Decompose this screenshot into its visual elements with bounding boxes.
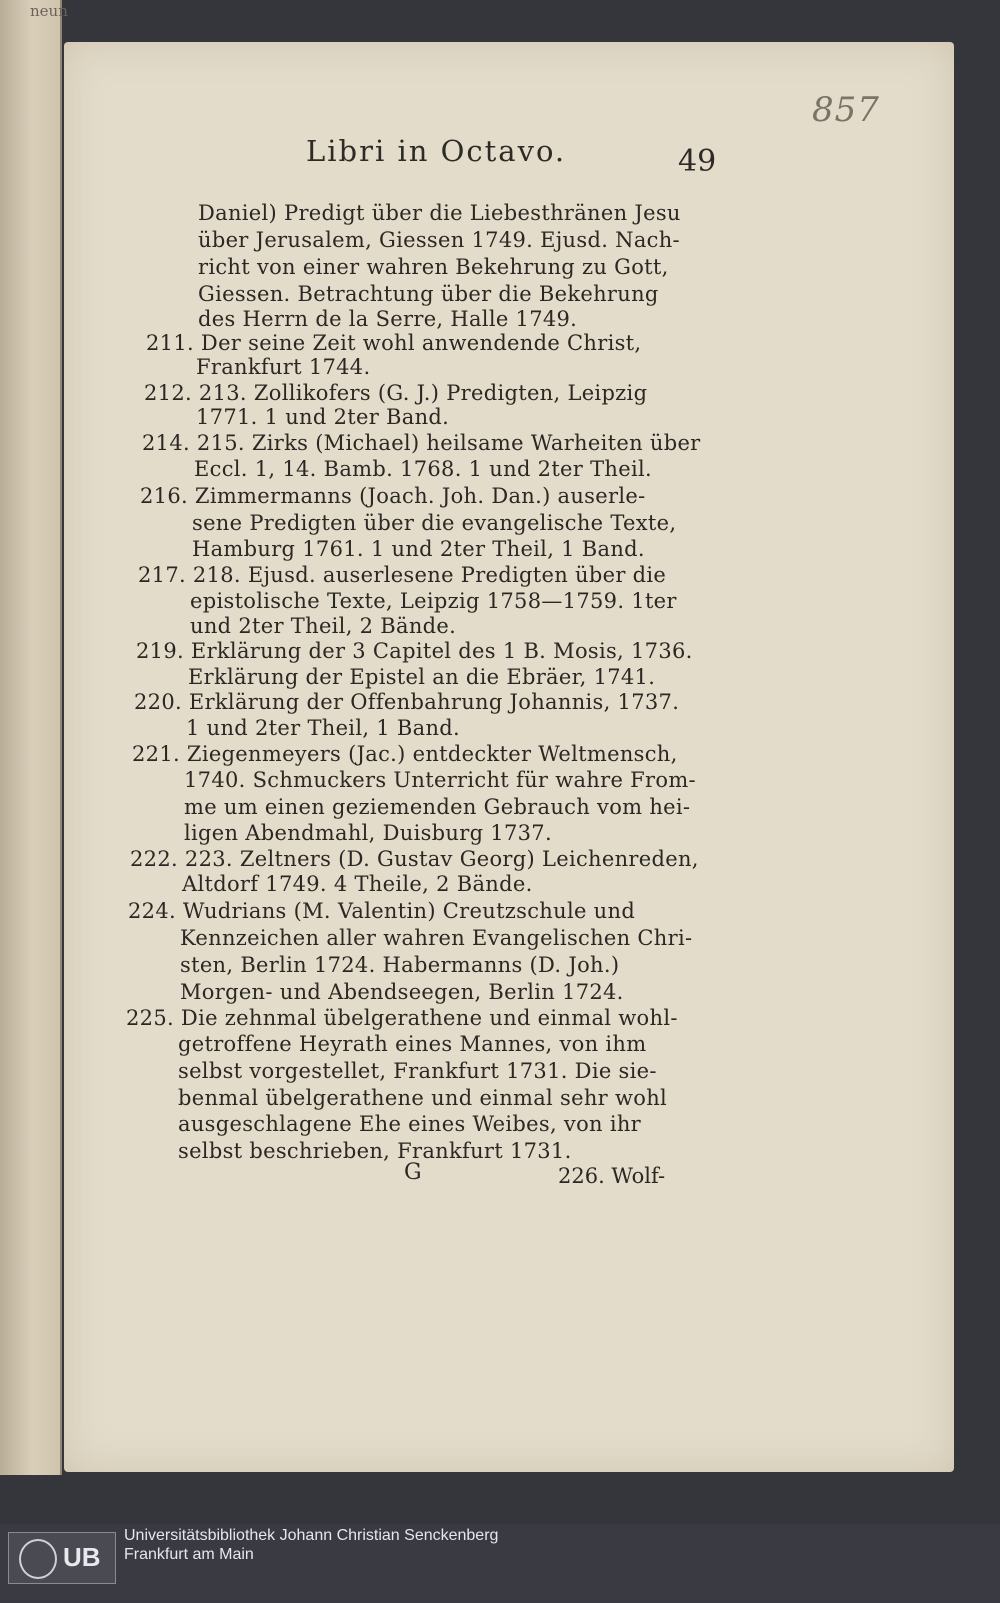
entry-line: ligen Abendmahl, Duisburg 1737. <box>184 821 552 845</box>
entry-line: Frankfurt 1744. <box>196 355 371 379</box>
entry-line: 221. Ziegenmeyers (Jac.) entdeckter Weltmensch, <box>132 742 678 766</box>
entry-line: sene Predigten über die evangelische Texte, <box>192 511 677 535</box>
entry-line: 212. 213. Zollikofers (G. J.) Predigten, Leipzig <box>144 381 648 405</box>
entry-line: Eccl. 1, 14. Bamb. 1768. 1 und 2ter Theil. <box>194 457 652 481</box>
entry-line: 222. 223. Zeltners (D. Gustav Georg) Leichenreden, <box>130 847 699 871</box>
entry-line: Hamburg 1761. 1 und 2ter Theil, 1 Band. <box>192 537 645 561</box>
logo-text: UB <box>63 1542 101 1572</box>
entry-line: des Herrn de la Serre, Halle 1749. <box>198 307 578 331</box>
entry-line: und 2ter Theil, 2 Bände. <box>190 614 457 638</box>
page-number: 49 <box>678 144 717 179</box>
entry-line: Giessen. Betrachtung über die Bekehrung <box>198 282 659 306</box>
library-name: Universitätsbibliothek Johann Christian Senckenberg <box>124 1527 499 1544</box>
entry-line: me um einen geziemenden Gebrauch vom hei- <box>184 795 691 819</box>
entry-line: Altdorf 1749. 4 Theile, 2 Bände. <box>182 872 533 896</box>
left-page-text: neun <box>30 2 68 20</box>
entry-line: 1 und 2ter Theil, 1 Band. <box>186 716 461 740</box>
entry-line: 216. Zimmermanns (Joach. Joh. Dan.) auserle- <box>140 484 646 508</box>
entry-line: Erklärung der Epistel an die Ebräer, 1741. <box>188 665 656 689</box>
entry-line: getroffene Heyrath eines Mannes, von ihm <box>178 1032 647 1056</box>
entry-line: 219. Erklärung der 3 Capitel des 1 B. Mosis, 1736. <box>136 639 693 663</box>
entry-line: sten, Berlin 1724. Habermanns (D. Joh.) <box>180 953 620 977</box>
catchword: 226. Wolf- <box>558 1164 666 1188</box>
library-logo[interactable] <box>8 1532 116 1584</box>
entry-line: selbst vorgestellet, Frankfurt 1731. Die sie- <box>178 1059 657 1083</box>
entry-line: selbst beschrieben, Frankfurt 1731. <box>178 1139 572 1163</box>
entry-line: Kennzeichen aller wahren Evangelischen Chri- <box>180 926 693 950</box>
seal-icon <box>19 1539 57 1579</box>
entry-line: Daniel) Predigt über die Liebesthränen Jesu <box>198 201 681 225</box>
entry-line: 217. 218. Ejusd. auserlesene Predigten über die <box>138 563 667 587</box>
entry-line: richt von einer wahren Bekehrung zu Gott, <box>198 255 669 279</box>
entry-line: 211. Der seine Zeit wohl anwendende Christ, <box>146 331 642 355</box>
entry-line: benmal übelgerathene und einmal sehr wohl <box>178 1086 668 1110</box>
entry-line: ausgeschlagene Ehe eines Weibes, von ihr <box>178 1112 641 1136</box>
library-location: Frankfurt am Main <box>124 1546 254 1563</box>
entry-line: 214. 215. Zirks (Michael) heilsame Warheiten über <box>142 431 701 455</box>
entry-line: Morgen- und Abendseegen, Berlin 1724. <box>180 980 624 1004</box>
signature-mark: G <box>404 1160 422 1185</box>
entry-line: epistolische Texte, Leipzig 1758—1759. 1ter <box>190 589 677 613</box>
entry-line: über Jerusalem, Giessen 1749. Ejusd. Nach- <box>198 228 680 252</box>
library-footer <box>0 1524 1000 1603</box>
entry-line: 220. Erklärung der Offenbahrung Johannis, 1737. <box>134 690 680 714</box>
handwritten-shelf-number: 857 <box>812 90 880 130</box>
entry-line: 1771. 1 und 2ter Band. <box>196 405 450 429</box>
page-header-title: Libri in Octavo. <box>306 134 567 168</box>
entry-line: 225. Die zehnmal übelgerathene und einmal wohl- <box>126 1006 678 1030</box>
left-page-edge <box>0 0 68 1475</box>
entry-line: 1740. Schmuckers Unterricht für wahre From- <box>184 768 696 792</box>
entry-line: 224. Wudrians (M. Valentin) Creutzschule und <box>128 899 636 923</box>
